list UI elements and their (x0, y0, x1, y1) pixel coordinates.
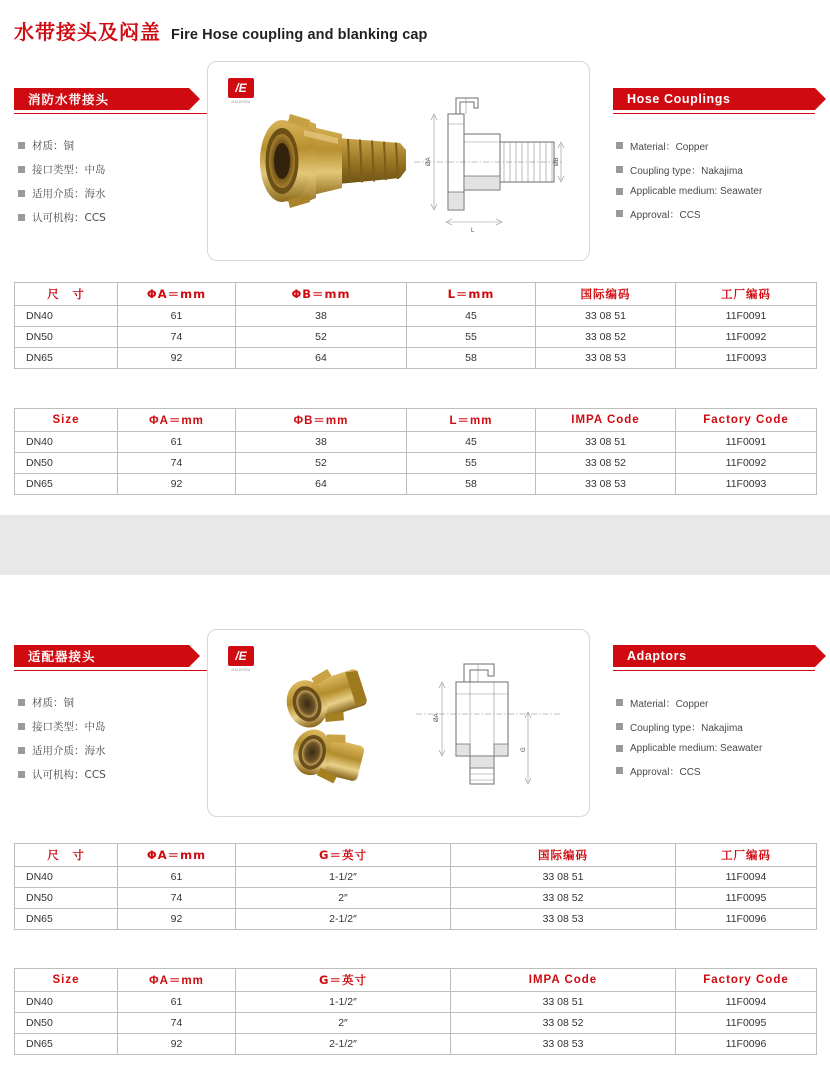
technical-drawing-adaptor (408, 648, 568, 808)
product-image-card (207, 61, 590, 261)
square-bullet-icon (18, 190, 25, 197)
list-item (18, 138, 203, 153)
cell-a: 74 (118, 327, 236, 348)
column-header: L＝mm (407, 409, 536, 432)
list-item (616, 695, 826, 710)
brand-mark-icon: /E (228, 78, 254, 98)
column-header: ΦB＝mm (236, 409, 407, 432)
cell-b: 52 (236, 327, 407, 348)
ribbon-underline (613, 113, 815, 114)
square-bullet-icon (616, 745, 623, 752)
ribbon-underline (613, 670, 815, 671)
spec-text: 接口类型：中岛 (32, 164, 106, 176)
list-item (616, 186, 826, 197)
section2-specs-en (616, 695, 826, 787)
cell-impa: 33 08 52 (451, 888, 676, 909)
cell-l: 58 (407, 348, 536, 369)
page-title-en: Fire Hose coupling and blanking cap (171, 27, 428, 43)
square-bullet-icon (18, 166, 25, 173)
column-header: ΦA＝mm (118, 844, 236, 867)
cell-a: 61 (118, 306, 236, 327)
drawing-label-a: ØA (426, 157, 432, 166)
cell-g: 1-1/2″ (236, 992, 451, 1013)
table-row (15, 867, 817, 888)
section2-right-header (613, 645, 815, 667)
column-header: Factory Code (676, 969, 817, 992)
table-row (15, 327, 817, 348)
column-header: G＝英寸 (236, 969, 451, 992)
section2-left-header (14, 645, 189, 667)
ribbon-label-en: Adaptors (613, 645, 815, 667)
cell-impa: 33 08 52 (451, 1013, 676, 1034)
cell-l: 58 (407, 474, 536, 495)
column-header: Size (15, 969, 118, 992)
section1-right-header (613, 88, 815, 110)
ribbon-underline (14, 670, 207, 671)
list-item (616, 719, 826, 734)
table-row (15, 909, 817, 930)
cell-factory: 11F0092 (676, 327, 817, 348)
list-item (616, 162, 826, 177)
cell-size: DN50 (15, 453, 118, 474)
cell-a: 74 (118, 888, 236, 909)
spec-text: 材质：铜 (32, 697, 74, 709)
cell-factory: 11F0093 (676, 348, 817, 369)
cell-impa: 33 08 53 (451, 909, 676, 930)
cell-l: 45 (407, 306, 536, 327)
spec-text: 认可机构：CCS (32, 769, 106, 781)
column-header: 国际编码 (536, 283, 676, 306)
cell-g: 1-1/2″ (236, 867, 451, 888)
column-header: Factory Code (676, 409, 817, 432)
spec-text: Approval：CCS (630, 767, 701, 778)
column-header: 工厂编码 (676, 283, 817, 306)
brand-name: HAIZHOU (231, 100, 251, 104)
list-item (18, 695, 203, 710)
column-header: IMPA Code (536, 409, 676, 432)
square-bullet-icon (616, 723, 623, 730)
cell-size: DN65 (15, 474, 118, 495)
cell-size: DN65 (15, 1034, 118, 1055)
cell-size: DN40 (15, 432, 118, 453)
table-row (15, 348, 817, 369)
section2-specs-cn (18, 695, 203, 791)
column-header: ΦA＝mm (118, 969, 236, 992)
cell-a: 92 (118, 909, 236, 930)
hose-coupling-photo (230, 94, 420, 229)
spec-text: 材质：铜 (32, 140, 74, 152)
cell-l: 55 (407, 453, 536, 474)
square-bullet-icon (18, 214, 25, 221)
list-item (616, 763, 826, 778)
cell-size: DN40 (15, 306, 118, 327)
drawing-label-b: ØB (554, 157, 560, 166)
adaptor-photo (232, 650, 417, 795)
cell-a: 92 (118, 348, 236, 369)
column-header: ΦA＝mm (118, 409, 236, 432)
list-item (18, 767, 203, 782)
spec-text: Coupling type：Nakajima (630, 723, 743, 734)
cell-factory: 11F0091 (676, 432, 817, 453)
ribbon-underline (14, 113, 207, 114)
cell-a: 61 (118, 992, 236, 1013)
square-bullet-icon (616, 699, 623, 706)
cell-g: 2-1/2″ (236, 909, 451, 930)
cell-impa: 33 08 51 (451, 992, 676, 1013)
square-bullet-icon (18, 771, 25, 778)
cell-factory: 11F0093 (676, 474, 817, 495)
cell-size: DN65 (15, 348, 118, 369)
cell-a: 74 (118, 453, 236, 474)
cell-factory: 11F0091 (676, 306, 817, 327)
table-header-row (15, 283, 817, 306)
spec-text: 认可机构：CCS (32, 212, 106, 224)
column-header: IMPA Code (451, 969, 676, 992)
square-bullet-icon (18, 747, 25, 754)
spec-text: Applicable medium: Seawater (630, 186, 763, 197)
table-row (15, 306, 817, 327)
cell-factory: 11F0096 (676, 1034, 817, 1055)
table-row (15, 453, 817, 474)
drawing-label-a: ØA (434, 713, 440, 722)
cell-size: DN40 (15, 992, 118, 1013)
section1-specs-en (616, 138, 826, 230)
table-row (15, 888, 817, 909)
cell-factory: 11F0095 (676, 888, 817, 909)
cell-l: 55 (407, 327, 536, 348)
cell-g: 2-1/2″ (236, 1034, 451, 1055)
cell-impa: 33 08 53 (536, 348, 676, 369)
column-header: 工厂编码 (676, 844, 817, 867)
column-header: Size (15, 409, 118, 432)
page-title (14, 16, 814, 46)
cell-g: 2″ (236, 888, 451, 909)
cell-impa: 33 08 51 (451, 867, 676, 888)
section1-left-header (14, 88, 189, 110)
table-header-row (15, 844, 817, 867)
square-bullet-icon (18, 142, 25, 149)
table-row (15, 992, 817, 1013)
table-header-row (15, 969, 817, 992)
cell-a: 61 (118, 867, 236, 888)
list-item (18, 719, 203, 734)
square-bullet-icon (616, 210, 623, 217)
cell-impa: 33 08 52 (536, 327, 676, 348)
brand-name: HAIZHOU (231, 668, 251, 672)
cell-size: DN40 (15, 867, 118, 888)
spec-text: 适用介质：海水 (32, 188, 106, 200)
ribbon-label-cn: 适配器接头 (14, 645, 189, 667)
cell-a: 92 (118, 1034, 236, 1055)
cell-a: 92 (118, 474, 236, 495)
list-item (616, 743, 826, 754)
list-item (18, 162, 203, 177)
technical-drawing-hose-coupling (404, 84, 569, 239)
cell-b: 52 (236, 453, 407, 474)
square-bullet-icon (18, 699, 25, 706)
list-item (616, 206, 826, 221)
cell-size: DN50 (15, 1013, 118, 1034)
column-header: L＝mm (407, 283, 536, 306)
spec-table-cn-2 (14, 843, 817, 930)
list-item (18, 186, 203, 201)
cell-impa: 33 08 53 (536, 474, 676, 495)
list-item (616, 138, 826, 153)
brand-mark-icon: /E (228, 646, 254, 666)
cell-impa: 33 08 52 (536, 453, 676, 474)
cell-b: 38 (236, 306, 407, 327)
table-row (15, 432, 817, 453)
cell-factory: 11F0096 (676, 909, 817, 930)
square-bullet-icon (616, 767, 623, 774)
spec-text: 适用介质：海水 (32, 745, 106, 757)
cell-impa: 33 08 51 (536, 432, 676, 453)
spec-text: Approval：CCS (630, 210, 701, 221)
spec-text: Material：Copper (630, 699, 709, 710)
ribbon-label-en: Hose Couplings (613, 88, 815, 110)
cell-impa: 33 08 53 (451, 1034, 676, 1055)
drawing-label-l: L (471, 228, 475, 234)
cell-impa: 33 08 51 (536, 306, 676, 327)
cell-factory: 11F0095 (676, 1013, 817, 1034)
square-bullet-icon (18, 723, 25, 730)
table-row (15, 1034, 817, 1055)
cell-size: DN65 (15, 909, 118, 930)
spec-table-cn-1 (14, 282, 817, 369)
list-item (18, 210, 203, 225)
table-header-row (15, 409, 817, 432)
page-title-cn: 水带接头及闷盖 (14, 20, 161, 44)
spec-text: Applicable medium: Seawater (630, 743, 763, 754)
list-item (18, 743, 203, 758)
cell-factory: 11F0094 (676, 992, 817, 1013)
cell-b: 38 (236, 432, 407, 453)
column-header: 尺 寸 (15, 844, 118, 867)
column-header: 国际编码 (451, 844, 676, 867)
cell-b: 64 (236, 474, 407, 495)
cell-a: 74 (118, 1013, 236, 1034)
square-bullet-icon (616, 188, 623, 195)
column-header: ΦB＝mm (236, 283, 407, 306)
cell-factory: 11F0092 (676, 453, 817, 474)
section-band-middle (0, 515, 830, 575)
spec-text: Coupling type：Nakajima (630, 166, 743, 177)
square-bullet-icon (616, 166, 623, 173)
column-header: G＝英寸 (236, 844, 451, 867)
column-header: ΦA＝mm (118, 283, 236, 306)
cell-size: DN50 (15, 327, 118, 348)
spec-text: Material：Copper (630, 142, 709, 153)
cell-l: 45 (407, 432, 536, 453)
drawing-label-g: G (521, 747, 527, 752)
spec-table-en-2 (14, 968, 817, 1055)
cell-size: DN50 (15, 888, 118, 909)
column-header: 尺 寸 (15, 283, 118, 306)
table-row (15, 474, 817, 495)
spec-text: 接口类型：中岛 (32, 721, 106, 733)
cell-factory: 11F0094 (676, 867, 817, 888)
cell-a: 61 (118, 432, 236, 453)
table-row (15, 1013, 817, 1034)
product-image-card (207, 629, 590, 817)
square-bullet-icon (616, 142, 623, 149)
cell-g: 2″ (236, 1013, 451, 1034)
section1-specs-cn (18, 138, 203, 234)
cell-b: 64 (236, 348, 407, 369)
ribbon-label-cn: 消防水带接头 (14, 88, 189, 110)
spec-table-en-1 (14, 408, 817, 495)
